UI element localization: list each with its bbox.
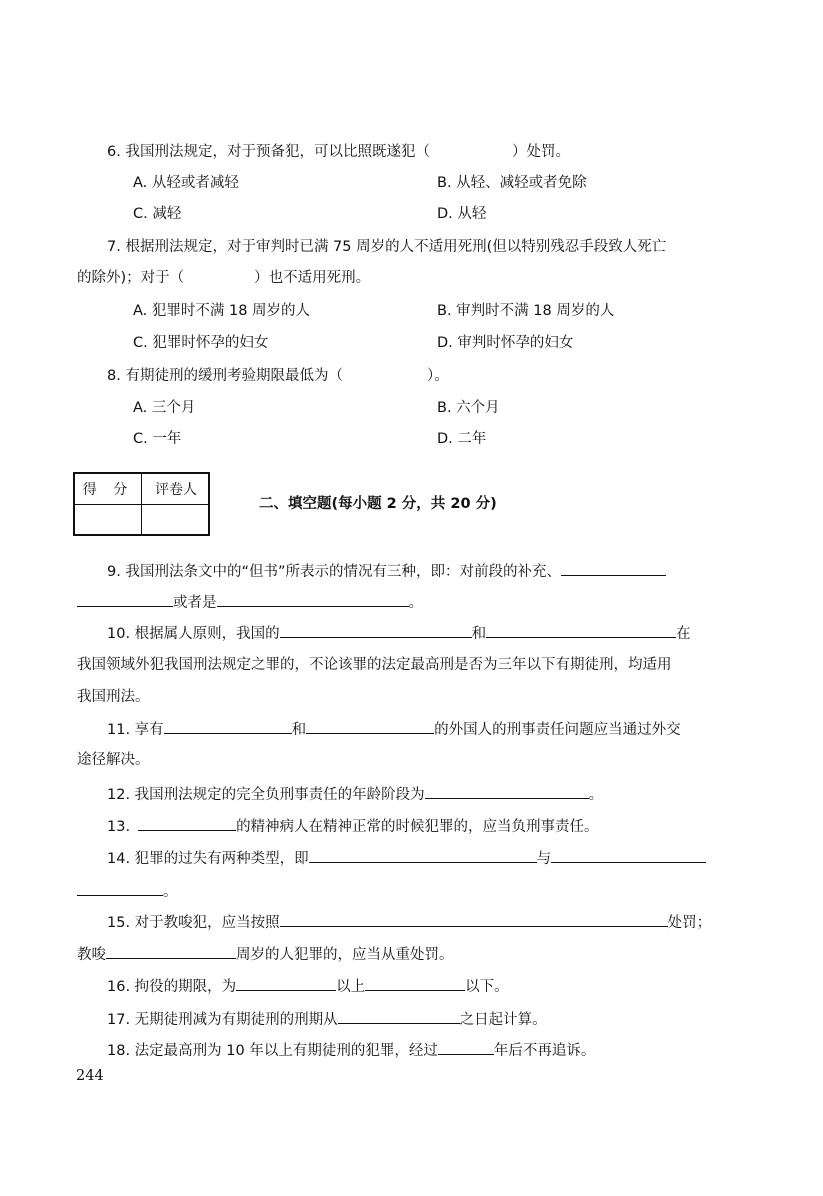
option-6d: D. 从轻 (437, 206, 487, 222)
question-15-line-2: 教唆 周岁的人犯罪的，应当从重处罚。 (77, 944, 454, 965)
option-8a: A. 三个月 (133, 400, 196, 416)
blank (306, 719, 434, 734)
question-9-line-1: 9. 我国刑法条文中的“但书”所表示的情况有三种，即：对前段的补充、 (107, 561, 666, 582)
question-11-line-2: 途径解决。 (77, 752, 150, 768)
option-7c: C. 犯罪时怀孕的妇女 (133, 335, 269, 351)
option-7a: A. 犯罪时不满 18 周岁的人 (133, 303, 311, 319)
score-box (73, 472, 210, 536)
blank (138, 816, 236, 831)
grader-label: 评卷人 (155, 482, 197, 498)
option-6b: B. 从轻、减轻或者免除 (437, 175, 587, 191)
question-16: 16. 拘役的期限，为 以上 以下。 (107, 976, 509, 997)
question-7-line-2: 的除外)；对于（ ）也不适用死刑。 (77, 270, 371, 286)
question-14-line-1: 14. 犯罪的过失有两种类型，即 与 (107, 848, 706, 869)
blank (551, 848, 706, 863)
question-12: 12. 我国刑法规定的完全负刑事责任的年龄阶段为 。 (107, 784, 603, 805)
question-18: 18. 法定最高刑为 10 年以上有期徒刑的犯罪，经过 年后不再追诉。 (107, 1040, 595, 1061)
option-6a: A. 从轻或者减轻 (133, 175, 239, 191)
blank (309, 848, 537, 863)
blank (338, 1009, 460, 1024)
question-6 (107, 142, 570, 162)
blank (280, 623, 472, 638)
blank (164, 719, 292, 734)
question-8: 8. 有期徒刑的缓刑考验期限最低为（ ）。 (107, 368, 449, 384)
blank (217, 592, 409, 607)
question-11-line-1: 11. 享有 和 的外国人的刑事责任问题应当通过外交 (107, 719, 681, 740)
question-15-line-1: 15. 对于教唆犯，应当按照 处罚； (107, 912, 711, 933)
blank (425, 784, 589, 799)
question-14-line-2: 。 (77, 881, 178, 902)
blank (486, 623, 676, 638)
question-13: 13. 的精神病人在精神正常的时候犯罪的，应当负刑事责任。 (107, 816, 599, 837)
question-6-stem-end: ）处罚。 (511, 144, 570, 160)
option-8b: B. 六个月 (437, 400, 500, 416)
section-2-title: 二、填空题(每小题 2 分，共 20 分) (259, 496, 497, 512)
page-number: 244 (76, 1068, 104, 1084)
blank (236, 976, 336, 991)
option-8c: C. 一年 (133, 431, 182, 447)
score-box-divider-horizontal (75, 504, 208, 505)
blank (77, 592, 173, 607)
option-7d: D. 审判时怀孕的妇女 (437, 335, 574, 351)
option-7b: B. 审判时不满 18 周岁的人 (437, 303, 615, 319)
question-10-line-1: 10. 根据属人原则，我国的 和 在 (107, 623, 691, 644)
question-10-line-2: 我国领域外犯我国刑法规定之罪的，不论该罪的法定最高刑是否为三年以下有期徒刑，均适用 (77, 657, 672, 673)
question-7-line-1: 7. 根据刑法规定，对于审判时已满 75 周岁的人不适用死刑(但以特别残忍手段致人死亡 (107, 239, 667, 255)
score-label: 得 分 (82, 482, 134, 498)
question-17: 17. 无期徒刑减为有期徒刑的刑期从 之日起计算。 (107, 1009, 547, 1030)
option-8d: D. 二年 (437, 431, 487, 447)
blank (77, 881, 163, 896)
blank (561, 561, 666, 576)
blank (438, 1040, 494, 1055)
question-6-stem: 6. 我国刑法规定，对于预备犯，可以比照既遂犯（ (107, 144, 430, 160)
option-6c: C. 减轻 (133, 206, 182, 222)
blank (365, 976, 465, 991)
blank (280, 912, 668, 927)
question-10-line-3: 我国刑法。 (77, 689, 150, 705)
question-9-line-2: 或者是 。 (77, 592, 423, 613)
blank (106, 944, 236, 959)
